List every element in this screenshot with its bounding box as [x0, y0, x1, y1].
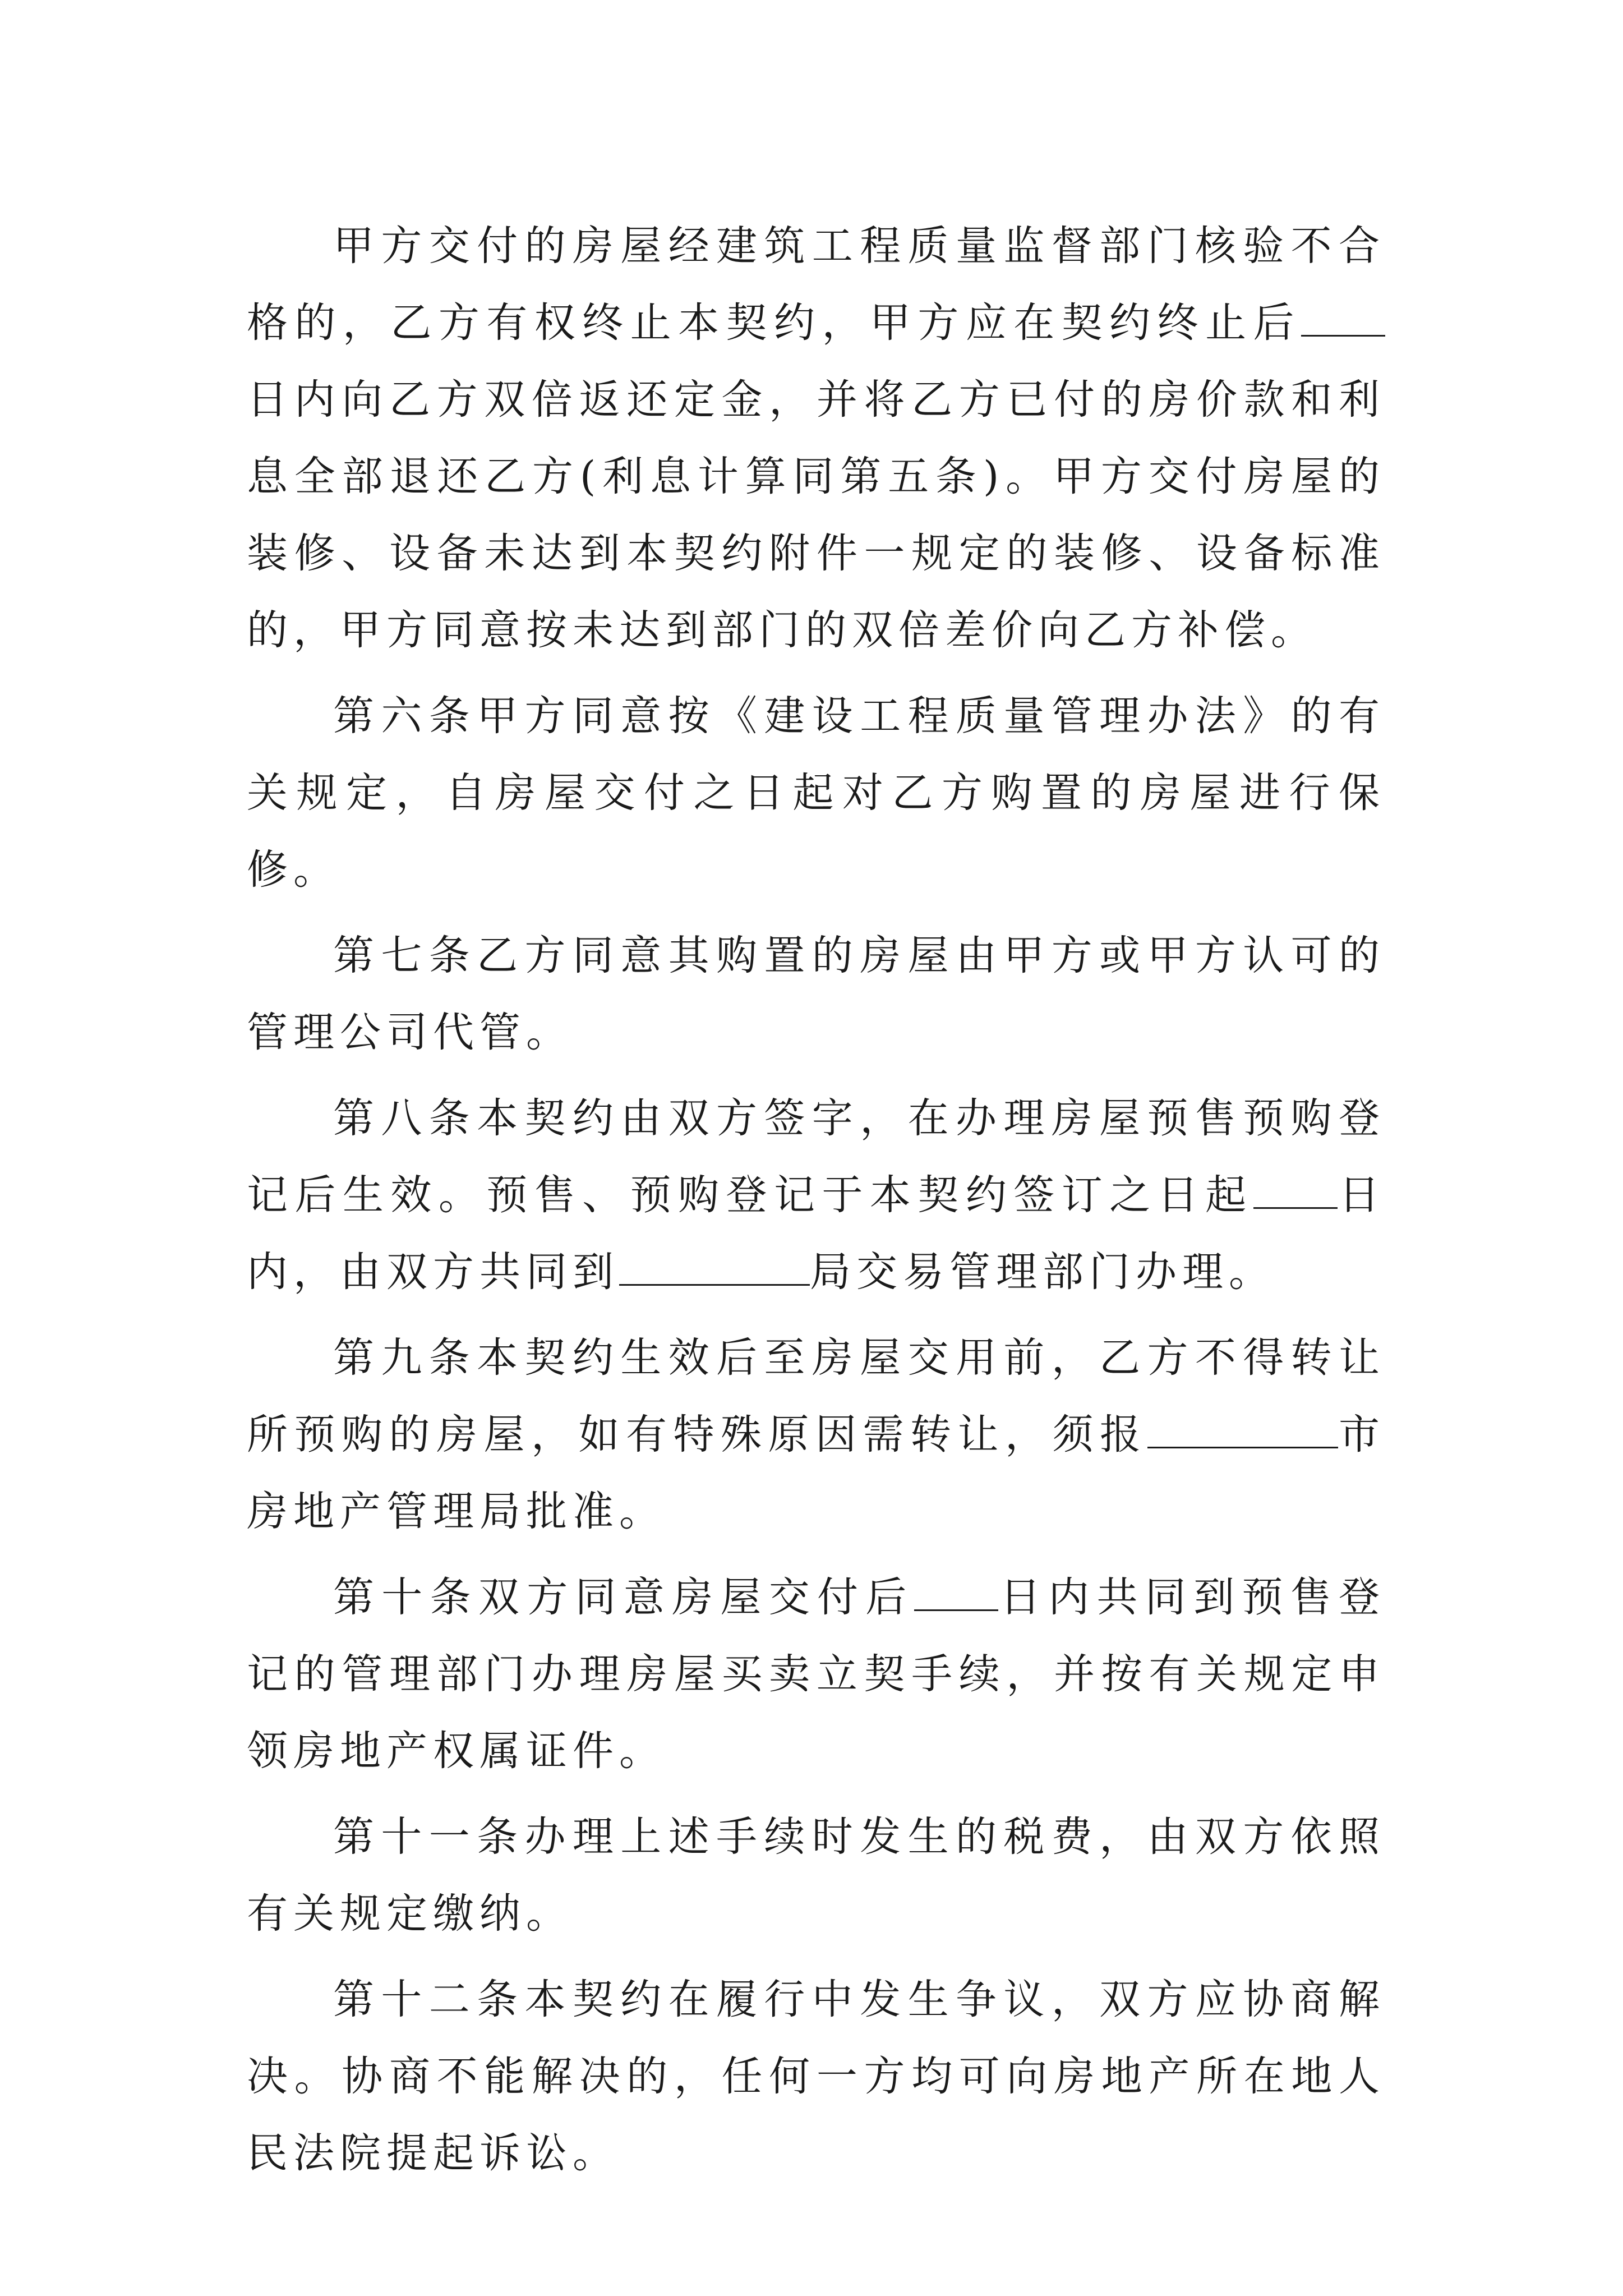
- paragraph: [247, 208, 1385, 669]
- paragraph-text: 市房地产管理局批准。: [247, 1411, 1385, 1535]
- paragraph: [247, 1080, 1385, 1310]
- paragraph-text: 日内向乙方双倍返还定金，并将乙方已付的房价款和利息全部退还乙方(利息计算同第五条)。甲方交付房屋的装修、设备未达到本契约附件一规定的装修、设备标准的，甲方同意按未达到部门的双倍差价向乙方补偿。: [247, 376, 1385, 654]
- paragraph: [247, 1319, 1385, 1550]
- paragraph-text: 第十二条本契约在履行中发生争议，双方应协商解决。协商不能解决的，任何一方均可向房地产所在地人民法院提起诉讼。: [247, 1976, 1385, 2177]
- paragraph: [247, 1798, 1385, 1952]
- paragraph-text: 局交易管理部门办理。: [810, 1248, 1275, 1296]
- paragraph-text: 第十一条办理上述手续时发生的税费，由双方依照有关规定缴纳。: [247, 1813, 1385, 1938]
- paragraph-text: 第七条乙方同意其购置的房屋由甲方或甲方认可的管理公司代管。: [247, 932, 1385, 1056]
- paragraph-text: 日内，由双方共同到: [247, 1171, 1386, 1296]
- fill-in-blank: [1147, 1409, 1338, 1448]
- paragraph: [247, 1961, 1385, 2192]
- paragraph-text: 第十条双方同意房屋交付后: [333, 1573, 914, 1621]
- paragraph: [247, 678, 1385, 908]
- paragraph-text: 第九条本契约生效后至房屋交用前，乙方不得转让所预购的房屋，如有特殊原因需转让，须报: [247, 1334, 1385, 1458]
- fill-in-blank: [1253, 1169, 1338, 1209]
- fill-in-blank: [619, 1246, 810, 1286]
- paragraph: [247, 1559, 1385, 1789]
- paragraph: [247, 917, 1385, 1071]
- paragraph-text: 第八条本契约由双方签字，在办理房屋预售预购登记后生效。预售、预购登记于本契约签订之日起: [247, 1094, 1385, 1219]
- paragraph-text: 第六条甲方同意按《建设工程质量管理办法》的有关规定，自房屋交付之日起对乙方购置的房屋进行保修。: [247, 692, 1385, 894]
- paragraph-text: 甲方交付的房屋经建筑工程质量监督部门核验不合格的，乙方有权终止本契约，甲方应在契约终止后: [247, 222, 1385, 347]
- document-body: [247, 208, 1385, 2201]
- paragraph-text: 日内共同到预售登记的管理部门办理房屋买卖立契手续，并按有关规定申领房地产权属证件。: [247, 1573, 1386, 1775]
- fill-in-blank: [914, 1571, 998, 1611]
- fill-in-blank: [1301, 297, 1385, 337]
